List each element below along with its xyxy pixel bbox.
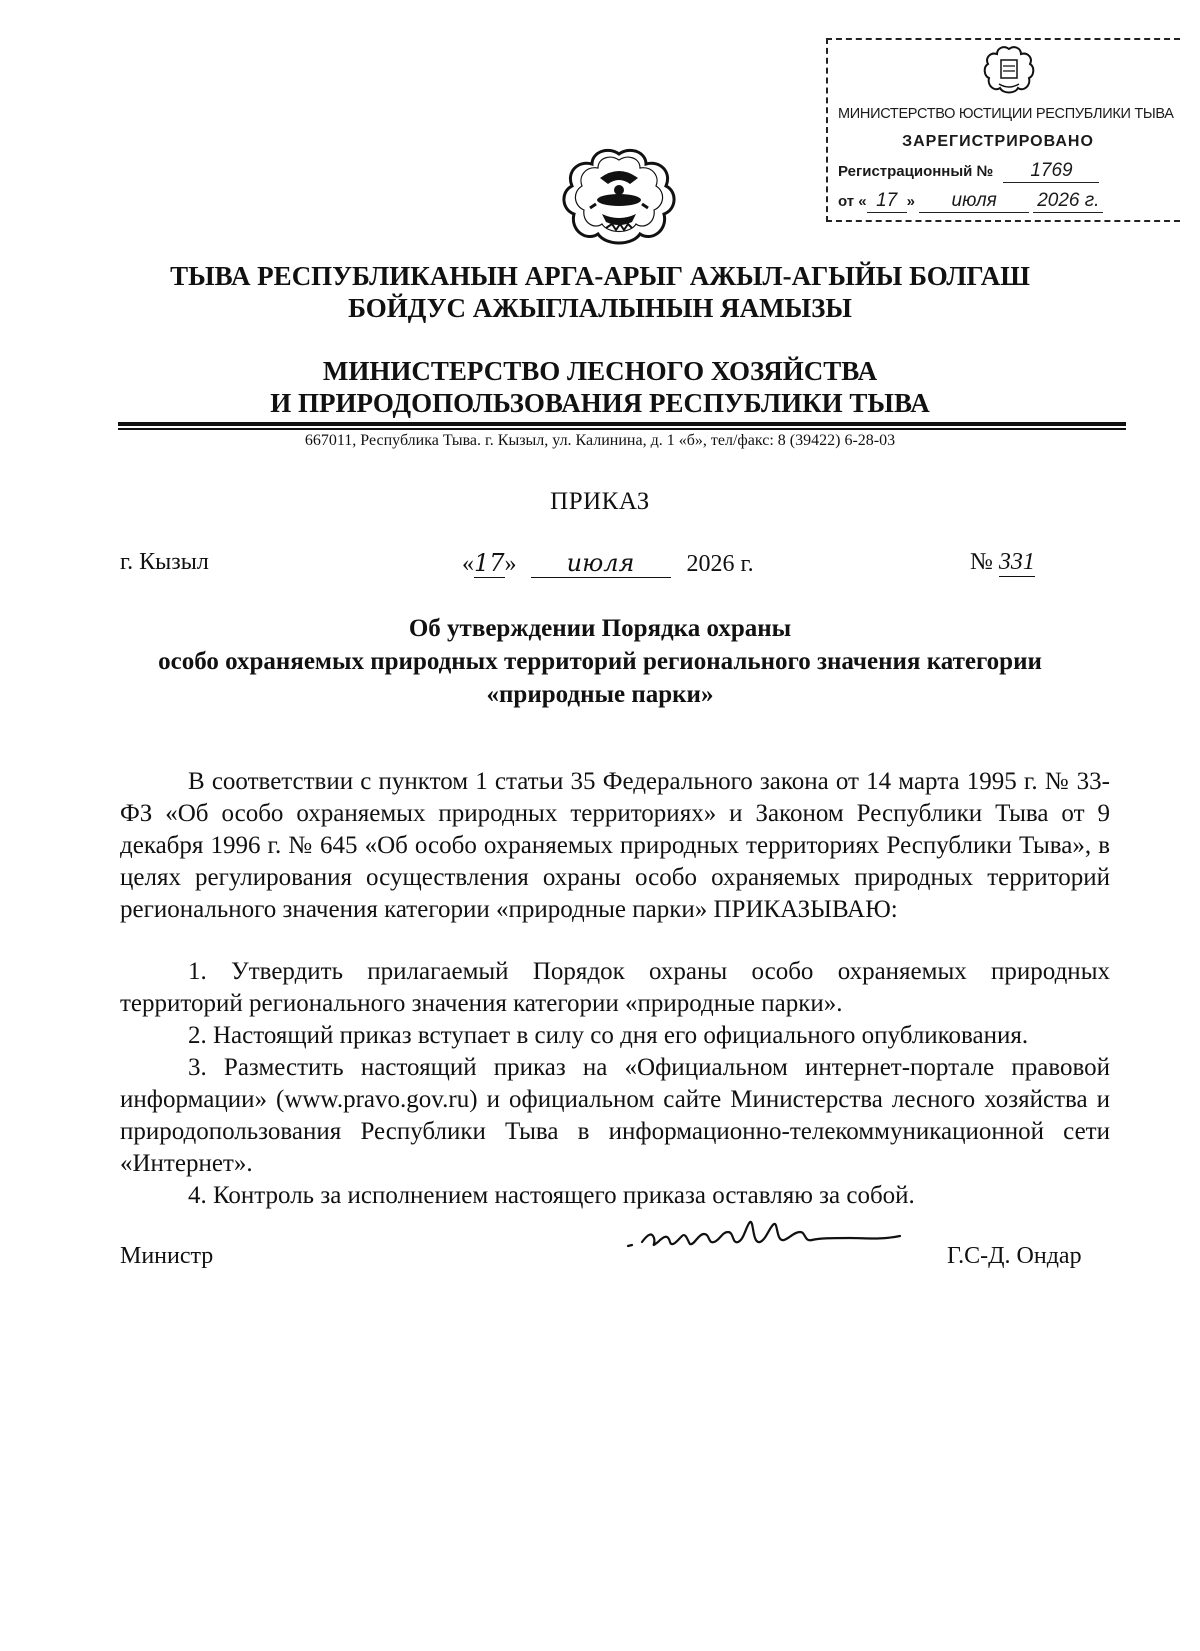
order-number-label: № [970,549,993,575]
stamp-status-text: ЗАРЕГИСТРИРОВАНО [902,133,1094,150]
stamp-date-mid: » [906,193,915,210]
order-subject [100,612,1100,711]
stamp-reg-number: 1769 [1003,160,1099,183]
order-title: ПРИКАЗ [550,488,650,515]
header-divider-thick [118,422,1126,426]
stamp-registration-line [838,160,1099,183]
stamp-reg-label: Регистрационный № [838,163,994,180]
order-item-1: 1. Утвердить прилагаемый Порядок охраны особо охраняемых природных территорий регионального значения категории «природные парки». [120,958,1110,1017]
stamp-date-line [838,190,1103,213]
order-item-3: 3. Разместить настоящий приказ на «Официальном интернет-портале правовой информации» (www.pravo.gov.ru) и официальном сайте Министерства лесного хозяйства и природопользования Республики Тыва в информационно-телекоммуникационной сети «Интернет». [120,1054,1110,1177]
signature-role: Министр [120,1243,214,1269]
order-item-2: 2. Настоящий приказ вступает в силу со дня его официального опубликования. [188,1022,1029,1049]
order-date-year: 2026 г. [686,551,754,577]
order-city: г. Кызыл [120,549,209,575]
handwritten-signature [624,1212,910,1262]
header-tuvan-line-2: БОЙДУС АЖЫГЛАЛЫНЫН ЯАМЫЗЫ [348,293,852,323]
stamp-date-month: июля [919,190,1029,213]
header-ministry-line-2: И ПРИРОДОПОЛЬЗОВАНИЯ РЕСПУБЛИКИ ТЫВА [270,388,930,418]
order-subject-line-3: «природные парки» [486,681,714,708]
order-number [970,549,1035,577]
header-address: 667011, Республика Тыва. г. Кызыл, ул. Калинина, д. 1 «б», тел/факс: 8 (39422) 6-28-03 [304,432,896,449]
order-date-month: июля [531,549,671,578]
order-item-4: 4. Контроль за исполнением настоящего приказа оставляю за собой. [188,1182,915,1209]
order-date-day: 17 [474,549,505,577]
registration-stamp [826,38,1180,222]
order-preamble: В соответствии с пунктом 1 статьи 35 Федерального закона от 14 марта 1995 г. № 33-ФЗ «Об особо охраняемых природных территориях» и Законом Республики Тыва от 9 декабря 1996 г. № 645 «Об особо охраняемых природных территориях Республики Тыва», в целях регулирования осуществления охраны особо охраняемых природных территорий регионального значения категории «природные парки» ПРИКАЗЫВАЮ: [120,768,1110,923]
tuva-emblem-icon [560,148,678,248]
header-divider-thin [118,428,1126,430]
order-subject-line-2: особо охраняемых природных территорий регионального значения категории [158,648,1042,675]
header-tuvan-line-1: ТЫВА РЕСПУБЛИКАНЫН АРГА-АРЫГ АЖЫЛ-АГЫЙЫ БОЛГАШ [170,261,1030,291]
order-date-close: » [504,551,517,577]
stamp-ministry-text: МИНИСТЕРСТВО ЮСТИЦИИ РЕСПУБЛИКИ ТЫВА [838,106,1174,122]
header-tuvan-name [100,260,1100,324]
signature-name: Г.С-Д. Ондар [947,1243,1082,1269]
order-body [120,766,1110,1212]
order-number-value: 331 [998,549,1035,575]
header-ministry-name [100,355,1100,419]
stamp-date-day: 17 [867,190,907,213]
stamp-emblem-icon [983,46,1035,102]
order-date [462,549,754,578]
header-ministry-line-1: МИНИСТЕРСТВО ЛЕСНОГО ХОЗЯЙСТВА [322,356,878,386]
stamp-date-label: от « [838,193,867,210]
order-date-open: « [462,551,474,577]
order-subject-line-1: Об утверждении Порядка охраны [408,615,792,642]
stamp-date-year: 2026 г. [1033,190,1103,213]
